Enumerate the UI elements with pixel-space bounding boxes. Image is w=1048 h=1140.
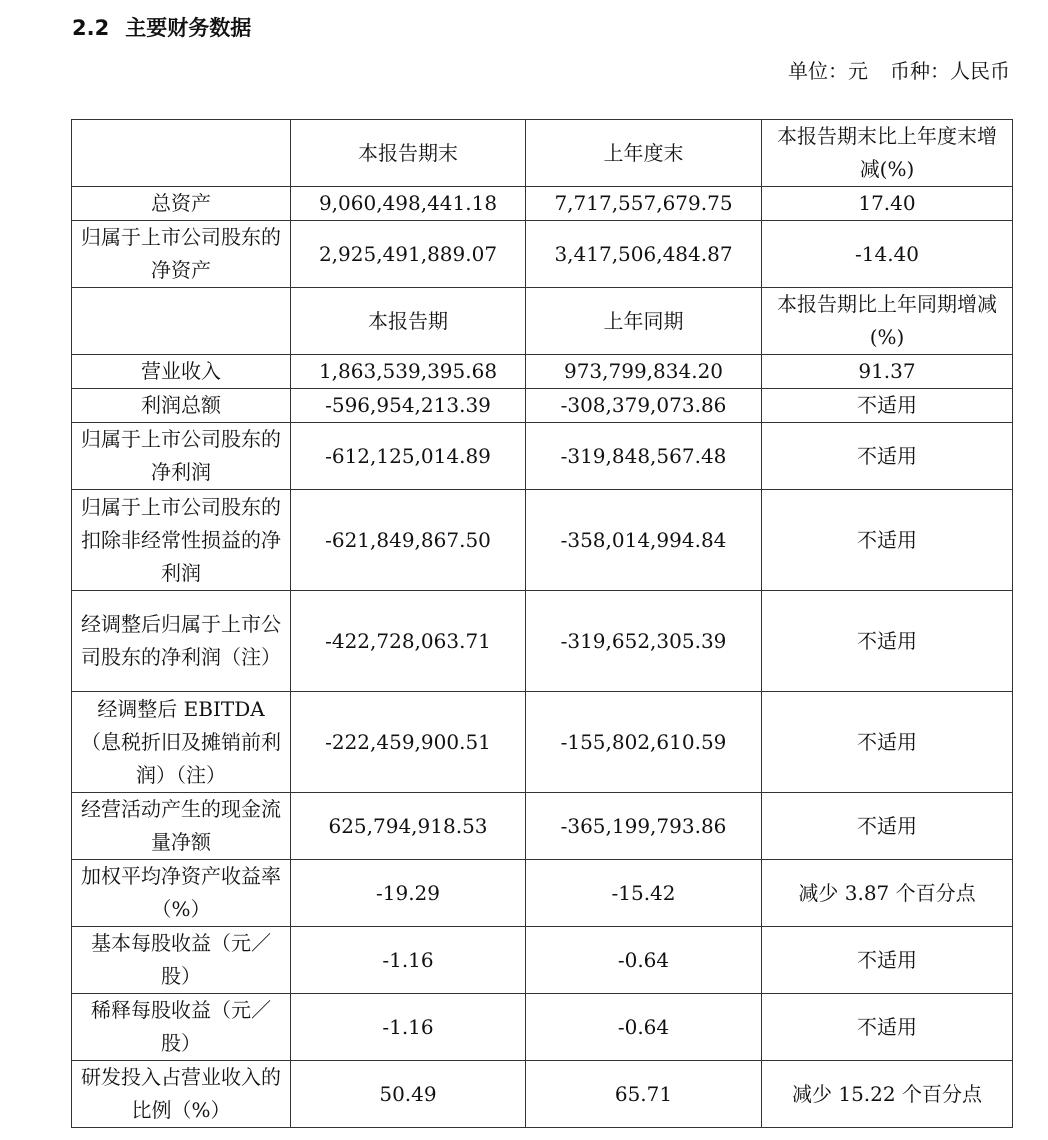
table-row	[72, 860, 1013, 927]
table-row	[72, 355, 1013, 389]
table-cell: -308,379,073.86	[526, 389, 762, 423]
row-label: 基本每股收益（元／股）	[72, 927, 291, 994]
table-cell: 不适用	[762, 389, 1013, 423]
table-cell: 不适用	[762, 927, 1013, 994]
row-label: 归属于上市公司股东的净资产	[72, 221, 291, 288]
row-label: 经调整后 EBITDA（息税折旧及摊销前利润）（注）	[72, 692, 291, 793]
table-cell: -1.16	[291, 927, 526, 994]
table-cell: -14.40	[762, 221, 1013, 288]
table-cell: 9,060,498,441.18	[291, 187, 526, 221]
header-cell: 本报告期比上年同期增减(%)	[762, 288, 1013, 355]
table-cell: -0.64	[526, 927, 762, 994]
table-cell: 973,799,834.20	[526, 355, 762, 389]
row-label: 研发投入占营业收入的比例（%）	[72, 1061, 291, 1128]
table-cell: -612,125,014.89	[291, 423, 526, 490]
table-cell: 减少 15.22 个百分点	[762, 1061, 1013, 1128]
table-header-row	[72, 120, 1013, 187]
header-cell: 上年同期	[526, 288, 762, 355]
table-cell: 1,863,539,395.68	[291, 355, 526, 389]
table-cell: 65.71	[526, 1061, 762, 1128]
table-row	[72, 927, 1013, 994]
currency-label: 币种：人民币	[890, 59, 1010, 83]
row-label: 归属于上市公司股东的扣除非经常性损益的净利润	[72, 490, 291, 591]
row-label: 营业收入	[72, 355, 291, 389]
table-cell: 不适用	[762, 994, 1013, 1061]
table-cell: -319,652,305.39	[526, 591, 762, 692]
table-cell: -1.16	[291, 994, 526, 1061]
table-cell: -0.64	[526, 994, 762, 1061]
table-cell: 7,717,557,679.75	[526, 187, 762, 221]
table-cell: -596,954,213.39	[291, 389, 526, 423]
row-label: 经调整后归属于上市公司股东的净利润（注）	[72, 591, 291, 692]
financial-data-table	[71, 119, 1013, 1128]
row-label: 归属于上市公司股东的净利润	[72, 423, 291, 490]
table-cell: 不适用	[762, 793, 1013, 860]
table-cell: 3,417,506,484.87	[526, 221, 762, 288]
table-cell: 减少 3.87 个百分点	[762, 860, 1013, 927]
table-row	[72, 389, 1013, 423]
table-cell: 不适用	[762, 490, 1013, 591]
table-cell: 不适用	[762, 423, 1013, 490]
unit-currency-note	[788, 55, 1010, 84]
table-cell: -15.42	[526, 860, 762, 927]
row-label: 加权平均净资产收益率（%）	[72, 860, 291, 927]
table-cell: -621,849,867.50	[291, 490, 526, 591]
table-cell: -319,848,567.48	[526, 423, 762, 490]
section-heading	[72, 12, 251, 42]
table-row	[72, 994, 1013, 1061]
table-cell: -19.29	[291, 860, 526, 927]
table-row	[72, 423, 1013, 490]
header-cell: 本报告期	[291, 288, 526, 355]
table-cell: -155,802,610.59	[526, 692, 762, 793]
header-cell: 本报告期末比上年度末增减(%)	[762, 120, 1013, 187]
section-number: 2.2	[72, 16, 110, 40]
table-cell: -365,199,793.86	[526, 793, 762, 860]
header-cell: 上年度末	[526, 120, 762, 187]
section-title: 主要财务数据	[125, 16, 252, 40]
table-row	[72, 692, 1013, 793]
table-row	[72, 1061, 1013, 1128]
table-cell: 91.37	[762, 355, 1013, 389]
table-cell: 50.49	[291, 1061, 526, 1128]
row-label: 经营活动产生的现金流量净额	[72, 793, 291, 860]
table-row	[72, 187, 1013, 221]
table-cell: 625,794,918.53	[291, 793, 526, 860]
table-cell: -222,459,900.51	[291, 692, 526, 793]
row-label: 稀释每股收益（元／股）	[72, 994, 291, 1061]
table-cell: 不适用	[762, 591, 1013, 692]
table-header-row	[72, 288, 1013, 355]
table-row	[72, 490, 1013, 591]
header-cell	[72, 288, 291, 355]
table-cell: 2,925,491,889.07	[291, 221, 526, 288]
table-cell: 17.40	[762, 187, 1013, 221]
row-label: 利润总额	[72, 389, 291, 423]
header-cell: 本报告期末	[291, 120, 526, 187]
table-row	[72, 221, 1013, 288]
table-cell: -358,014,994.84	[526, 490, 762, 591]
table-cell: 不适用	[762, 692, 1013, 793]
table-row	[72, 591, 1013, 692]
unit-label: 单位：元	[788, 59, 868, 83]
header-cell	[72, 120, 291, 187]
table-cell: -422,728,063.71	[291, 591, 526, 692]
row-label: 总资产	[72, 187, 291, 221]
table-row	[72, 793, 1013, 860]
